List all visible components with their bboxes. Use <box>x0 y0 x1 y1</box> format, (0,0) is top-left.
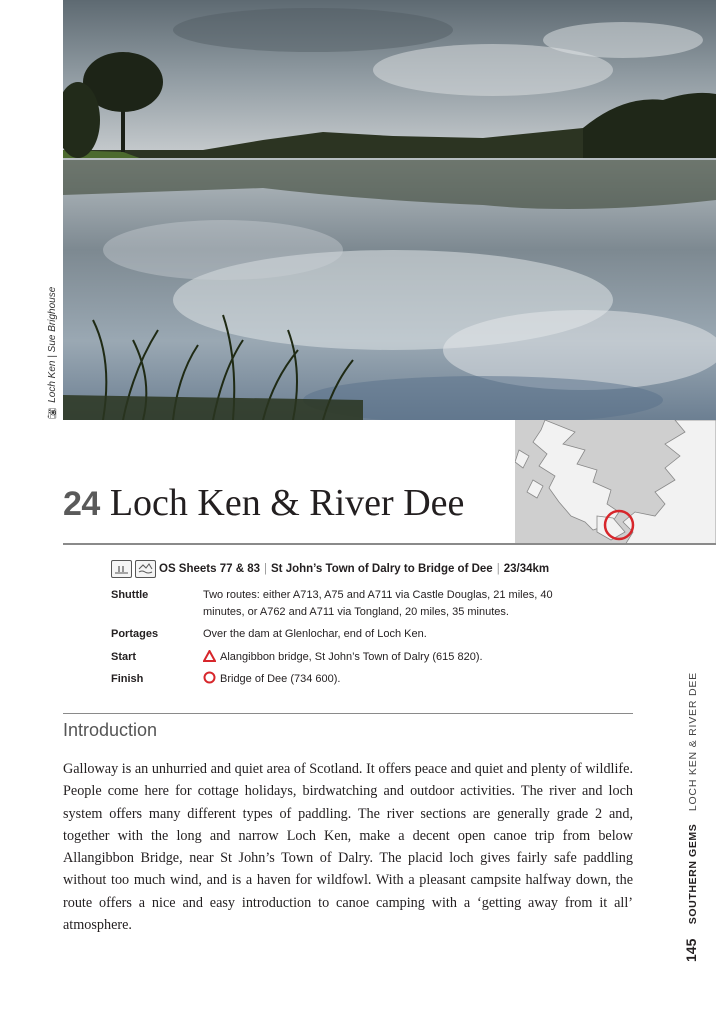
river-grade-icon <box>111 560 132 578</box>
portages-row <box>111 626 571 643</box>
introduction-text: Galloway is an unhurried and quiet area of Scotland. It offers peace and quiet and plenty of wildlife. People come here for cottage holidays, birdwatching and outdoor activities. The river and loch system offers many different types of paddling. The river sections are generally grade 2 and, together with the long and narrow Loch Ken, make a decent open canoe trip from below Allangibbon Bridge, near St John’s Town of Dalry. The placid loch gives fairly safe paddling without too much wind, and is a haven for wildfowl. With a pleasant campsite halfway down, the route offers a nice and easy introduction to canoe camping with a ‘getting away from it all’ atmosphere. <box>63 761 633 934</box>
start-triangle-icon <box>203 650 216 662</box>
route-summary: St John’s Town of Dalry to Bridge of Dee <box>271 563 493 575</box>
start-label: Start <box>111 651 137 663</box>
hero-photo <box>63 0 716 420</box>
os-divider-1: | <box>264 563 267 575</box>
loch-ken-photo <box>63 0 716 420</box>
page-number: 145 <box>683 938 699 962</box>
chapter-name: LOCH KEN & RIVER DEE <box>687 672 699 812</box>
credit-divider: | <box>47 355 58 358</box>
route-distance: 23/34km <box>503 563 550 575</box>
route-title <box>63 481 523 529</box>
photo-credit <box>47 287 58 419</box>
camera-icon: 📷︎ <box>47 407 57 419</box>
start-value: Alangibbon bridge, St John’s Town of Dalry (615 820). <box>220 651 483 663</box>
title-rule <box>63 543 716 545</box>
section-rule <box>63 713 633 714</box>
finish-row <box>111 671 571 688</box>
location-map <box>515 420 716 545</box>
open-water-icon <box>135 560 156 578</box>
finish-value: Bridge of Dee (734 600). <box>220 673 341 685</box>
shuttle-label: Shuttle <box>111 589 149 601</box>
shuttle-value: Two routes: either A713, A75 and A711 via Castle Douglas, 21 miles, 40 minutes, or A762 and A711 via Tongland, 20 miles, 35 minutes. <box>203 589 553 618</box>
credit-author: Sue Brighouse <box>47 286 58 353</box>
scotland-locator-map <box>515 420 716 545</box>
introduction-heading: Introduction <box>63 720 158 740</box>
finish-circle-icon <box>203 671 216 684</box>
os-divider-2: | <box>496 563 500 575</box>
portages-value: Over the dam at Glenlochar, end of Loch Ken. <box>203 628 427 640</box>
credit-place: Loch Ken <box>47 360 58 403</box>
os-sheets-row <box>111 558 631 580</box>
running-head <box>683 672 701 962</box>
portages-label: Portages <box>111 628 159 640</box>
os-sheets: OS Sheets 77 & 83 <box>159 563 260 575</box>
route-name: Loch Ken & River Dee <box>109 482 465 524</box>
section-name: SOUTHERN GEMS <box>687 823 699 925</box>
shuttle-row <box>111 587 571 621</box>
finish-label: Finish <box>111 673 144 685</box>
route-number: 24 <box>63 485 100 523</box>
start-row <box>111 649 571 666</box>
